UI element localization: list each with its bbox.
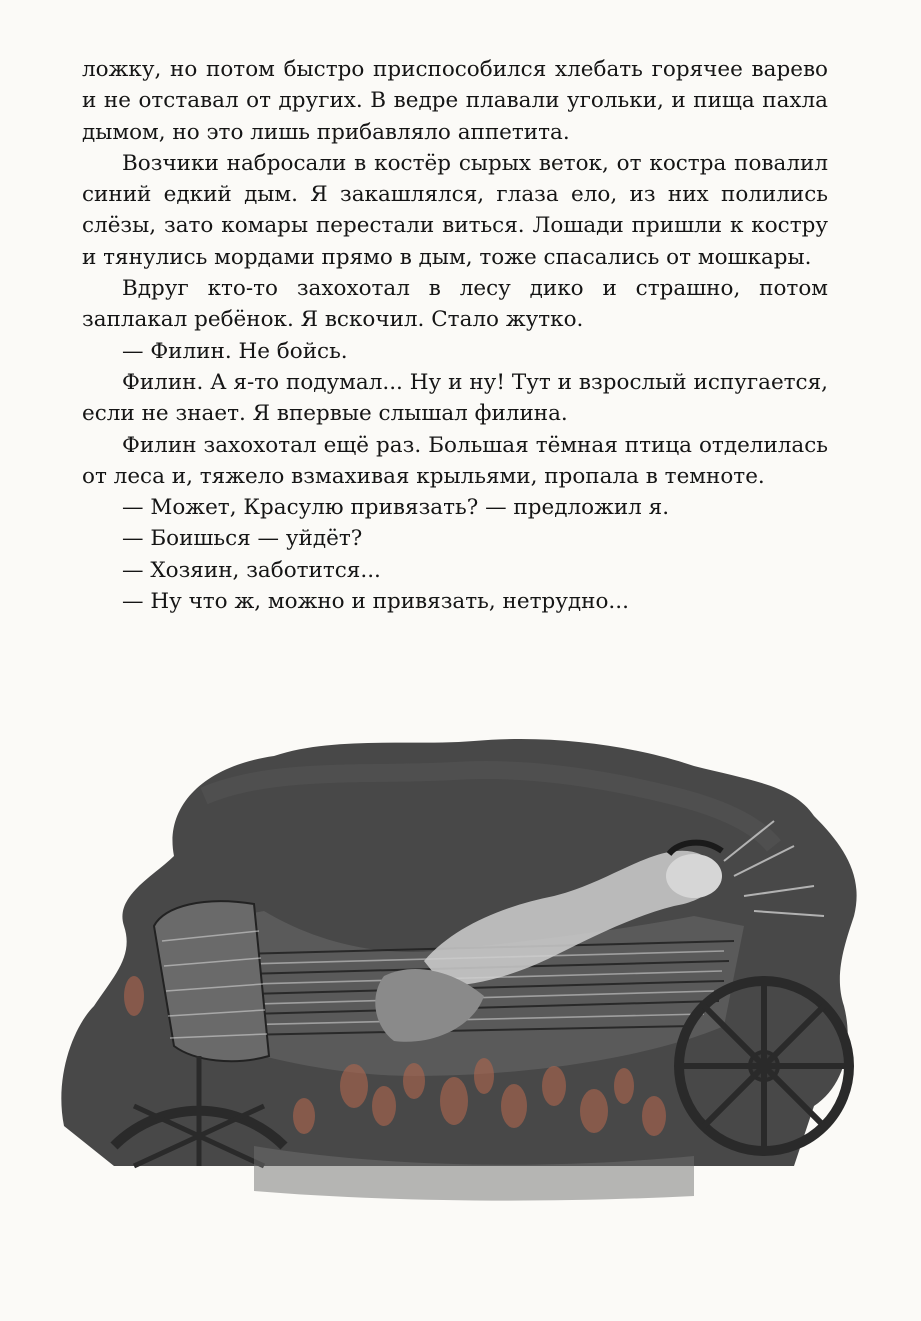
dialogue-line: — Может, Красулю привязать? — предложил я. — [122, 495, 670, 521]
cart-sleeping-boy-painting — [54, 726, 866, 1216]
dialogue-line: — Ну что ж, можно и привязать, нетрудно... — [122, 589, 629, 615]
dialogue-line: — Боишься — уйдёт? — [122, 526, 363, 552]
dialogue-line: — Хозяин, заботится... — [122, 557, 381, 583]
paragraph: Филин. А я-то подумал... Ну и ну! Тут и взрослый испугается, если не знает. Я впервые слышал филина. — [82, 369, 828, 427]
story-text — [82, 54, 828, 617]
paragraph: Вдруг кто-то захохотал в лесу дико и страшно, потом заплакал ребёнок. Я вскочил. Стало жутко. — [82, 276, 828, 333]
paragraph: Филин захохотал ещё раз. Большая тёмная птица отделилась от леса и, тяжело взмахивая крыльями, пропала в темноте. — [82, 432, 828, 489]
cart-illustration — [54, 726, 866, 1216]
paragraph: ложку, но потом быстро приспособился хлебать горячее варево и не отставал от других. В ведре плавали угольки, и пища пахла дымом, но это лишь прибавляло аппетита. — [82, 57, 828, 145]
right-wheel — [679, 981, 849, 1151]
paragraph: Возчики набросали в костёр сырых веток, от костра повалил синий едкий дым. Я закашлялся, глаза ело, из них полились слёзы, зато комары перестали виться. Лошади пришли к костру и тянулись мордами прямо в дым, тоже спасались от мошкары. — [82, 150, 828, 270]
boy-head — [666, 854, 722, 898]
dialogue-line: — Филин. Не бойсь. — [122, 338, 348, 364]
